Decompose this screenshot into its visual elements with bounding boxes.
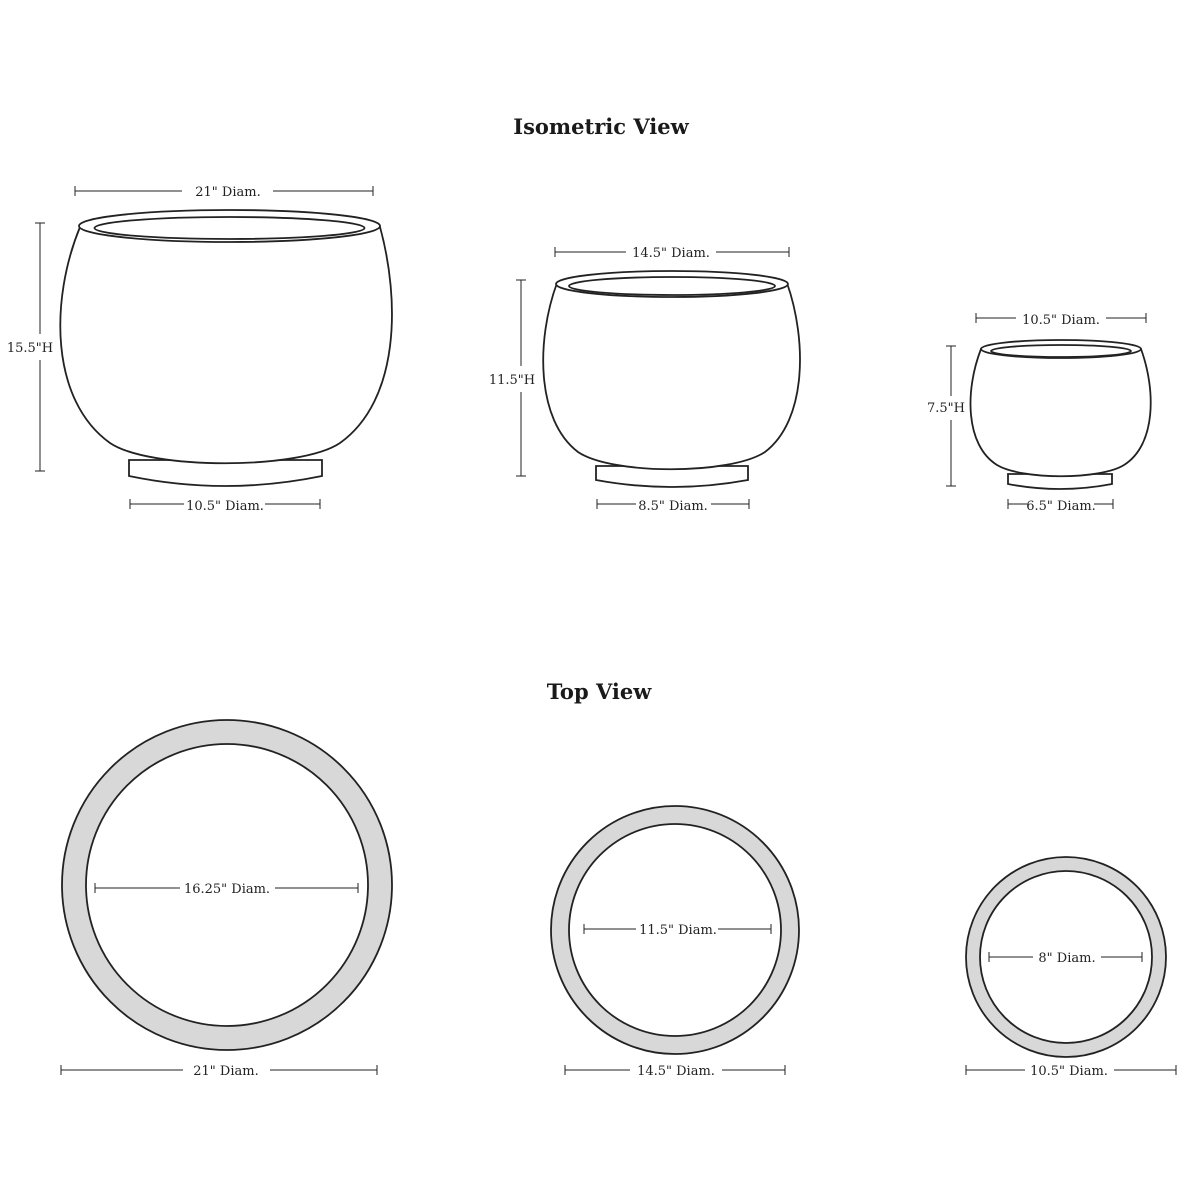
iso-medium-height-label: 11.5"H — [488, 373, 536, 388]
iso-small-base-diam-label: 6.5" Diam. — [1026, 499, 1096, 514]
isometric-view-title: Isometric View — [513, 114, 689, 139]
top-medium-planter — [551, 806, 799, 1079]
top-large-planter — [61, 720, 392, 1079]
iso-medium-top-diam-label: 14.5" Diam. — [632, 246, 710, 261]
top-large-outer-diam-label: 21" Diam. — [193, 1064, 259, 1079]
iso-large-top-diam-label: 21" Diam. — [195, 185, 261, 200]
iso-large-planter — [7, 185, 392, 514]
top-medium-inner-diam-label: 11.5" Diam. — [639, 923, 717, 938]
iso-small-top-diam-label: 10.5" Diam. — [1022, 313, 1100, 328]
top-small-planter — [966, 857, 1176, 1079]
top-small-inner-diam-label: 8" Diam. — [1038, 951, 1096, 966]
iso-medium-planter — [489, 246, 800, 514]
iso-medium-base-diam-label: 8.5" Diam. — [638, 499, 708, 514]
top-medium-outer-diam-label: 14.5" Diam. — [637, 1064, 715, 1079]
top-large-inner-diam-label: 16.25" Diam. — [183, 882, 271, 897]
top-small-outer-diam-label: 10.5" Diam. — [1030, 1064, 1108, 1079]
iso-small-planter — [927, 313, 1151, 514]
iso-large-base-diam-label: 10.5" Diam. — [186, 499, 264, 514]
iso-small-height-label: 7.5"H — [927, 401, 965, 416]
top-view-title: Top View — [546, 679, 652, 704]
iso-large-height-label: 15.5"H — [6, 341, 54, 356]
